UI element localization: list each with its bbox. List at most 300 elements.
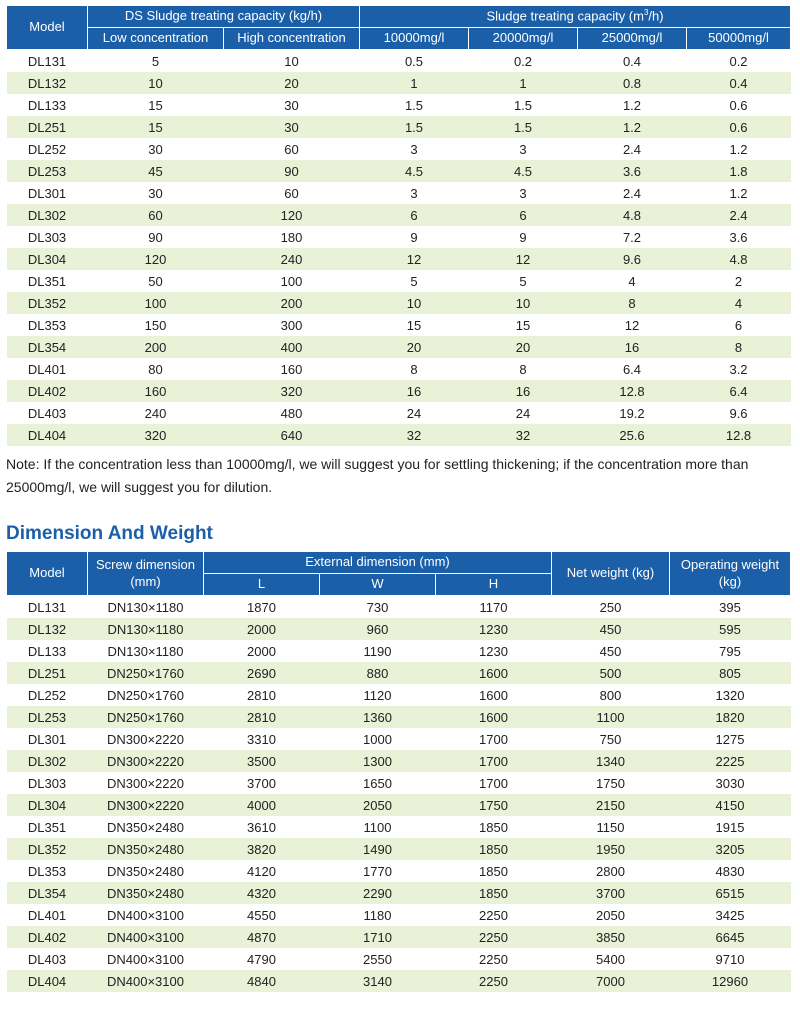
- table-cell: 2800: [596, 863, 625, 879]
- table-cell: 60: [284, 141, 299, 157]
- table-cell: 30: [284, 97, 299, 113]
- table-cell: 15: [88, 116, 224, 138]
- table-cell: 12: [360, 248, 469, 270]
- dimension-table: [6, 551, 791, 992]
- table-cell: 9.6: [729, 405, 748, 421]
- table-cell: 300: [280, 317, 303, 333]
- table-row: [7, 794, 791, 816]
- table-cell: 9: [519, 229, 527, 245]
- table-cell: 3310: [247, 731, 276, 747]
- table-cell: 0.2: [513, 53, 533, 69]
- table-cell: 0.6: [729, 97, 748, 113]
- model-cell: DL403: [27, 405, 67, 421]
- table-cell: 45: [88, 160, 224, 182]
- header-10000: 10000mg/l: [360, 28, 469, 50]
- table-row: [7, 816, 791, 838]
- model-cell: DL402: [7, 380, 88, 402]
- table-cell: 15: [515, 317, 531, 333]
- table-cell: 15: [148, 97, 163, 113]
- table-cell: 1340: [552, 750, 670, 772]
- table-cell: 4.8: [687, 248, 791, 270]
- table-cell: DN350×2480: [107, 863, 184, 879]
- table-row: [7, 182, 791, 204]
- table-cell: 1.8: [687, 160, 791, 182]
- table-cell: 160: [280, 361, 303, 377]
- table-cell: 1180: [363, 907, 392, 923]
- table-cell: DN250×1760: [107, 687, 184, 703]
- table-cell: 1.5: [513, 97, 533, 113]
- table-cell: 20: [224, 72, 360, 94]
- table-cell: 1850: [479, 819, 508, 835]
- table-cell: 2250: [479, 951, 508, 967]
- table-cell: 2000: [247, 643, 276, 659]
- table-row: [7, 618, 791, 640]
- table-cell: DN300×2220: [107, 775, 184, 791]
- table-cell: 15: [406, 317, 422, 333]
- table-cell: 3: [410, 185, 418, 201]
- table-cell: 1170: [479, 599, 508, 615]
- table-cell: 1.5: [469, 116, 578, 138]
- model-cell: DL303: [27, 775, 67, 791]
- table-cell: 6: [360, 204, 469, 226]
- table-cell: 320: [224, 380, 360, 402]
- table-cell: 8: [578, 292, 687, 314]
- table-cell: 6: [734, 317, 743, 333]
- capacity-table: [6, 5, 791, 446]
- table-cell: 2050: [596, 907, 625, 923]
- header-25000: 25000mg/l: [578, 28, 687, 50]
- table-row: [7, 728, 791, 750]
- table-cell: 4.5: [360, 160, 469, 182]
- table-cell: 8: [519, 361, 527, 377]
- table-cell: 1950: [552, 838, 670, 860]
- table-cell: 160: [88, 380, 224, 402]
- table-cell: DN130×1180: [88, 618, 204, 640]
- header-high-concentration: High concentration: [224, 28, 360, 50]
- table-cell: DN300×2220: [88, 794, 204, 816]
- model-cell: DL354: [7, 882, 88, 904]
- table-cell: 400: [224, 336, 360, 358]
- header-sludge-capacity: [360, 6, 791, 28]
- table-cell: 10: [469, 292, 578, 314]
- section-heading: Dimension And Weight: [6, 523, 213, 544]
- table-cell: 1.2: [729, 185, 748, 201]
- table-cell: DN130×1180: [107, 643, 184, 659]
- table-row: [7, 772, 791, 794]
- header-external-dimension: External dimension (mm): [204, 552, 552, 574]
- table-row: [7, 424, 791, 446]
- table-cell: 1490: [320, 838, 436, 860]
- table-row: [7, 596, 791, 619]
- table-cell: 19.2: [619, 405, 645, 421]
- table-row: [7, 948, 791, 970]
- table-row: [7, 860, 791, 882]
- table-cell: 4830: [715, 863, 745, 879]
- table-cell: 120: [224, 204, 360, 226]
- table-cell: 6.4: [687, 380, 791, 402]
- table-cell: 1750: [596, 775, 625, 791]
- table-cell: 1.5: [404, 97, 424, 113]
- table-cell: 1275: [715, 731, 745, 747]
- table-row: [7, 138, 791, 160]
- table-cell: DN350×2480: [88, 838, 204, 860]
- table-row: [7, 116, 791, 138]
- table-cell: 6.4: [622, 361, 642, 377]
- table-cell: 0.5: [404, 53, 424, 69]
- table-cell: 90: [148, 229, 163, 245]
- table-cell: 12.8: [687, 424, 791, 446]
- table-cell: 4320: [204, 882, 320, 904]
- table-cell: 1915: [715, 819, 745, 835]
- table-cell: 1.2: [622, 97, 642, 113]
- model-cell: DL351: [27, 273, 67, 289]
- table-cell: DN250×1760: [88, 662, 204, 684]
- table-row: [7, 640, 791, 662]
- model-cell: DL354: [7, 336, 88, 358]
- table-row: [7, 336, 791, 358]
- model-cell: DL402: [7, 926, 88, 948]
- table-cell: 30: [148, 141, 163, 157]
- model-cell: DL252: [27, 141, 67, 157]
- table-cell: 3: [519, 141, 527, 157]
- table-cell: 2: [734, 273, 743, 289]
- table-cell: DN400×3100: [107, 907, 184, 923]
- table-cell: 1700: [436, 750, 552, 772]
- table-cell: 5400: [596, 951, 625, 967]
- model-cell: DL132: [7, 72, 88, 94]
- table-cell: 750: [599, 731, 622, 747]
- table-cell: 1150: [596, 819, 625, 835]
- table-cell: 20: [360, 336, 469, 358]
- table-cell: 1230: [479, 643, 508, 659]
- model-cell: DL352: [7, 838, 88, 860]
- table-cell: 2290: [320, 882, 436, 904]
- header-model: Model: [7, 552, 88, 596]
- table-cell: 960: [320, 618, 436, 640]
- table-cell: 1300: [320, 750, 436, 772]
- model-cell: DL302: [7, 204, 88, 226]
- table-cell: 4: [628, 273, 636, 289]
- header-net-weight: Net weight (kg): [552, 552, 670, 596]
- header-20000: 20000mg/l: [469, 28, 578, 50]
- table-cell: 7.2: [622, 229, 642, 245]
- table-cell: 1.2: [578, 116, 687, 138]
- header-sludge-capacity-sup: 3: [643, 8, 649, 18]
- header-model: Model: [7, 6, 88, 50]
- table-cell: 1000: [363, 731, 392, 747]
- table-cell: 640: [224, 424, 360, 446]
- table-cell: 1870: [247, 599, 276, 615]
- model-cell: DL252: [27, 687, 67, 703]
- table-row: [7, 204, 791, 226]
- table-row: [7, 270, 791, 292]
- table-row: [7, 314, 791, 336]
- table-row: [7, 926, 791, 948]
- model-cell: DL351: [27, 819, 67, 835]
- model-cell: DL404: [7, 424, 88, 446]
- table-cell: 150: [144, 317, 167, 333]
- model-cell: DL404: [7, 970, 88, 992]
- table-cell: 16: [469, 380, 578, 402]
- table-cell: 500: [552, 662, 670, 684]
- table-cell: 1600: [479, 687, 508, 703]
- table-cell: 9710: [715, 951, 745, 967]
- table-cell: 395: [719, 599, 741, 615]
- table-row: [7, 684, 791, 706]
- table-cell: 1: [469, 72, 578, 94]
- table-cell: 5: [151, 53, 160, 69]
- table-cell: 30: [148, 185, 163, 201]
- table-cell: 4120: [247, 863, 276, 879]
- table-cell: 2.4: [622, 141, 642, 157]
- table-cell: 12960: [670, 970, 791, 992]
- table-cell: 24: [406, 405, 422, 421]
- table-cell: 25.6: [578, 424, 687, 446]
- model-cell: DL131: [27, 53, 67, 69]
- table-cell: 1770: [363, 863, 392, 879]
- table-cell: 100: [88, 292, 224, 314]
- model-cell: DL302: [7, 750, 88, 772]
- table-cell: 3820: [204, 838, 320, 860]
- table-row: [7, 706, 791, 728]
- table-cell: 3: [410, 141, 418, 157]
- table-row: [7, 970, 791, 992]
- table-cell: 1100: [363, 819, 392, 835]
- model-cell: DL401: [27, 361, 67, 377]
- table-cell: 3030: [715, 775, 745, 791]
- table-cell: 12: [624, 317, 640, 333]
- model-cell: DL403: [27, 951, 67, 967]
- table-cell: 1600: [436, 662, 552, 684]
- table-cell: 200: [224, 292, 360, 314]
- table-cell: 3500: [204, 750, 320, 772]
- table-cell: 16: [578, 336, 687, 358]
- table-row: [7, 662, 791, 684]
- table-cell: 2150: [552, 794, 670, 816]
- table-cell: DN300×2220: [107, 731, 184, 747]
- header-length: L: [204, 574, 320, 596]
- table-cell: 2050: [320, 794, 436, 816]
- model-cell: DL401: [27, 907, 67, 923]
- table-cell: 0.6: [687, 116, 791, 138]
- table-row: [7, 882, 791, 904]
- model-cell: DL304: [7, 248, 88, 270]
- model-cell: DL353: [27, 863, 67, 879]
- table-cell: 4790: [247, 951, 276, 967]
- model-cell: DL133: [27, 97, 67, 113]
- table-cell: 8: [687, 336, 791, 358]
- table-cell: 1120: [363, 687, 392, 703]
- header-screw-dimension: Screw dimension (mm): [88, 552, 204, 596]
- header-sludge-capacity-post: /h): [648, 8, 664, 24]
- table-cell: DN400×3100: [88, 970, 204, 992]
- header-height: H: [436, 574, 552, 596]
- table-cell: 9: [410, 229, 418, 245]
- table-cell: 4000: [204, 794, 320, 816]
- header-sludge-capacity-pre: Sludge treating capacity (m: [486, 8, 644, 24]
- table-cell: 2250: [436, 970, 552, 992]
- table-cell: 60: [284, 185, 299, 201]
- table-cell: 3.6: [729, 229, 748, 245]
- table-cell: 3: [519, 185, 527, 201]
- table-row: [7, 402, 791, 424]
- table-cell: 2810: [247, 687, 276, 703]
- table-cell: 730: [366, 599, 389, 615]
- table-cell: 200: [88, 336, 224, 358]
- table-cell: 2.4: [687, 204, 791, 226]
- table-cell: 4: [687, 292, 791, 314]
- table-cell: 2.4: [622, 185, 642, 201]
- table-cell: 2550: [363, 951, 392, 967]
- table-cell: 12: [469, 248, 578, 270]
- table-cell: 10: [88, 72, 224, 94]
- table-cell: 4870: [204, 926, 320, 948]
- table-cell: 5: [410, 273, 418, 289]
- table-cell: 2810: [204, 706, 320, 728]
- table-row: [7, 380, 791, 402]
- model-cell: DL133: [27, 643, 67, 659]
- table-cell: 2250: [479, 907, 508, 923]
- table-cell: 3140: [320, 970, 436, 992]
- table-cell: 32: [360, 424, 469, 446]
- table-cell: 320: [88, 424, 224, 446]
- table-row: [7, 160, 791, 182]
- table-cell: 8: [410, 361, 418, 377]
- table-cell: 0.8: [578, 72, 687, 94]
- concentration-note: Note: If the concentration less than 10000mg/l, we will suggest you for settling thickening; if the concentration more than 25000mg/l, we will suggest you for dilution.: [6, 456, 749, 495]
- table-cell: 100: [280, 273, 303, 289]
- table-row: [7, 838, 791, 860]
- table-cell: 60: [88, 204, 224, 226]
- model-cell: DL301: [27, 731, 67, 747]
- model-cell: DL132: [7, 618, 88, 640]
- table-cell: 2000: [204, 618, 320, 640]
- table-cell: 4.5: [469, 160, 578, 182]
- model-cell: DL352: [7, 292, 88, 314]
- table-cell: 6515: [670, 882, 791, 904]
- table-cell: 5: [519, 273, 527, 289]
- table-row: [7, 904, 791, 926]
- header-ds-capacity: DS Sludge treating capacity (kg/h): [88, 6, 360, 28]
- table-cell: 10: [360, 292, 469, 314]
- table-cell: 2690: [204, 662, 320, 684]
- table-cell: 6: [469, 204, 578, 226]
- header-operating-weight: Operating weight (kg): [670, 552, 791, 596]
- table-cell: 50: [148, 273, 163, 289]
- table-cell: 1100: [552, 706, 670, 728]
- model-cell: DL131: [27, 599, 67, 615]
- table-cell: 3.6: [578, 160, 687, 182]
- table-cell: 1360: [320, 706, 436, 728]
- table-cell: 30: [224, 116, 360, 138]
- table-cell: 0.4: [622, 53, 642, 69]
- table-cell: 16: [360, 380, 469, 402]
- model-cell: DL304: [7, 794, 88, 816]
- table-cell: 1.5: [360, 116, 469, 138]
- header-low-concentration: Low concentration: [88, 28, 224, 50]
- table-cell: 1.2: [729, 141, 748, 157]
- table-cell: 450: [599, 643, 622, 659]
- table-row: [7, 358, 791, 380]
- table-row: [7, 750, 791, 772]
- table-row: [7, 50, 791, 73]
- table-cell: DN400×3100: [88, 926, 204, 948]
- table-cell: 32: [469, 424, 578, 446]
- table-cell: DN350×2480: [88, 882, 204, 904]
- model-cell: DL301: [27, 185, 67, 201]
- table-cell: 10: [284, 53, 299, 69]
- table-cell: 3610: [247, 819, 276, 835]
- table-cell: DN300×2220: [88, 750, 204, 772]
- table-row: [7, 248, 791, 270]
- table-cell: 1700: [479, 731, 508, 747]
- table-cell: 1700: [479, 775, 508, 791]
- table-cell: 9.6: [578, 248, 687, 270]
- table-cell: 3425: [715, 907, 745, 923]
- table-cell: 805: [670, 662, 791, 684]
- table-cell: 4150: [670, 794, 791, 816]
- table-cell: 480: [280, 405, 303, 421]
- model-cell: DL253: [7, 706, 88, 728]
- model-cell: DL253: [7, 160, 88, 182]
- table-cell: 450: [552, 618, 670, 640]
- table-row: [7, 292, 791, 314]
- table-cell: 800: [599, 687, 622, 703]
- table-cell: 180: [280, 229, 303, 245]
- table-cell: 2250: [436, 926, 552, 948]
- table-cell: 240: [144, 405, 167, 421]
- table-cell: 4.8: [578, 204, 687, 226]
- table-cell: 1820: [670, 706, 791, 728]
- table-cell: 240: [224, 248, 360, 270]
- table-cell: 1750: [436, 794, 552, 816]
- header-50000: 50000mg/l: [687, 28, 791, 50]
- table-cell: DN130×1180: [107, 599, 184, 615]
- table-cell: 4550: [247, 907, 276, 923]
- table-cell: 3700: [552, 882, 670, 904]
- model-cell: DL353: [27, 317, 67, 333]
- table-cell: 880: [320, 662, 436, 684]
- model-cell: DL251: [7, 116, 88, 138]
- table-cell: 12.8: [578, 380, 687, 402]
- table-cell: 6645: [670, 926, 791, 948]
- table-row: [7, 94, 791, 116]
- table-cell: 1: [360, 72, 469, 94]
- table-row: [7, 72, 791, 94]
- table-cell: 0.2: [729, 53, 748, 69]
- table-cell: 120: [88, 248, 224, 270]
- table-cell: 1230: [436, 618, 552, 640]
- table-cell: 24: [515, 405, 531, 421]
- table-cell: 1850: [436, 882, 552, 904]
- table-cell: 0.4: [687, 72, 791, 94]
- model-cell: DL251: [7, 662, 88, 684]
- table-cell: 3205: [670, 838, 791, 860]
- table-cell: 3.2: [729, 361, 748, 377]
- table-cell: 90: [224, 160, 360, 182]
- table-cell: 80: [148, 361, 163, 377]
- table-cell: 595: [670, 618, 791, 640]
- table-cell: 1710: [320, 926, 436, 948]
- table-cell: 795: [719, 643, 741, 659]
- table-cell: 1600: [436, 706, 552, 728]
- table-cell: DN350×2480: [107, 819, 184, 835]
- table-cell: 20: [469, 336, 578, 358]
- model-cell: DL303: [27, 229, 67, 245]
- header-width: W: [320, 574, 436, 596]
- table-cell: 1850: [479, 863, 508, 879]
- table-cell: 2225: [670, 750, 791, 772]
